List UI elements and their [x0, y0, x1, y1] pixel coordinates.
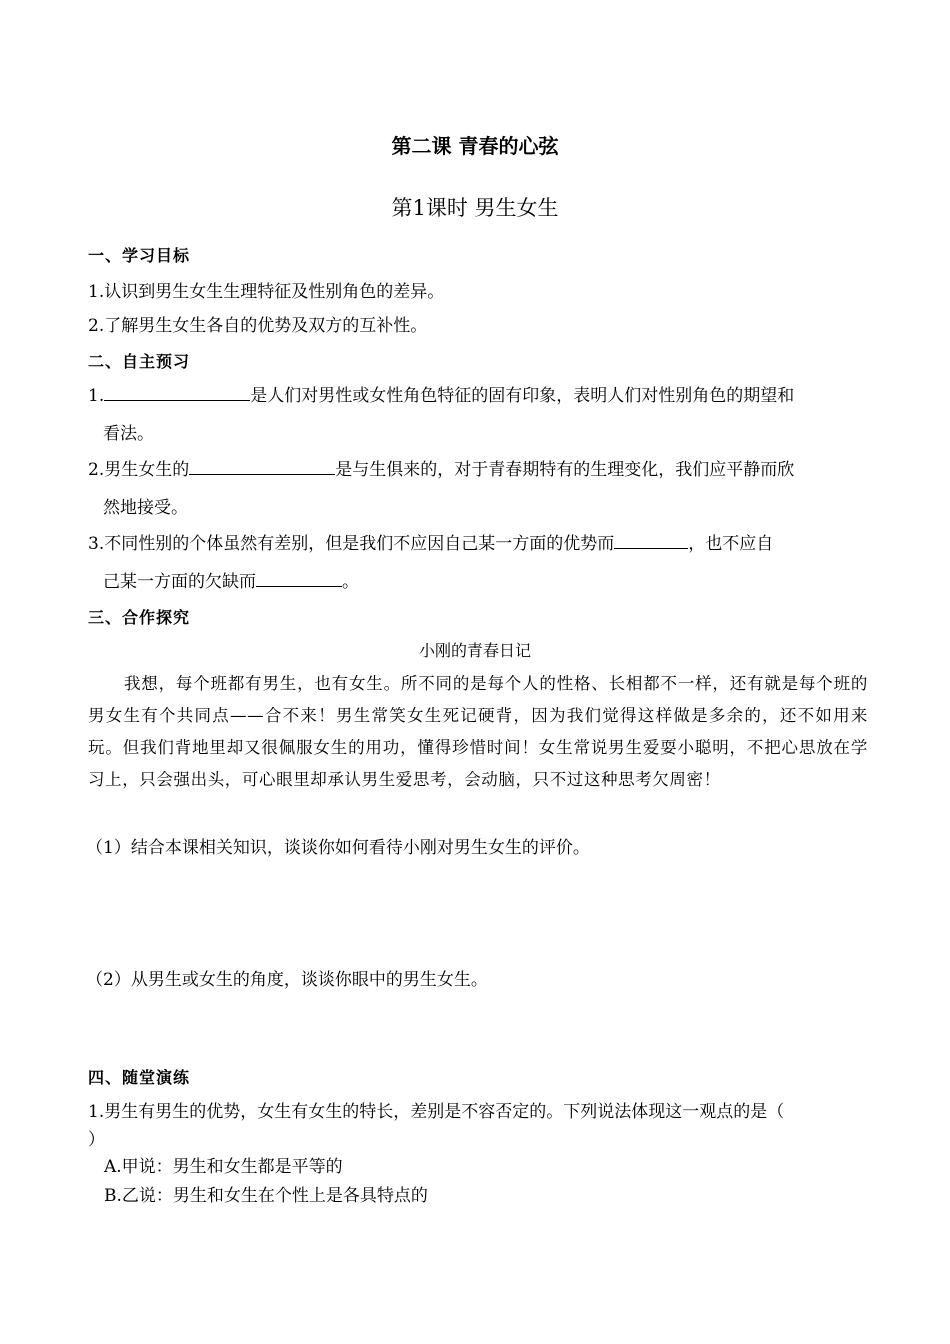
question-number: 1. [88, 386, 105, 406]
section-heading-practice: 四、随堂演练 [88, 1068, 191, 1087]
story-title: 小刚的青春日记 [418, 641, 531, 660]
explore-question-1: （1）结合本课相关知识，谈谈你如何看待小刚对男生女生的评价。 [86, 838, 590, 858]
question-text: 3.不同性别的个体虽然有差别，但是我们不应因自己某一方面的优势而 [88, 534, 615, 554]
question-text: ，也不应自 [688, 534, 774, 554]
question-text: 是与生俱来的，对于青春期特有的生理变化，我们应平静而欣 [335, 460, 795, 480]
answer-blank[interactable] [189, 456, 335, 475]
question-text: 。 [342, 572, 359, 592]
practice-question-1-close: ） [88, 1130, 105, 1150]
answer-blank[interactable] [614, 530, 688, 549]
section-heading-goals: 一、学习目标 [88, 246, 191, 265]
preview-question-2 [88, 452, 878, 488]
option-b[interactable]: B.乙说：男生和女生在个性上是各具特点的 [104, 1186, 428, 1206]
lesson-subtitle: 第1课时 男生女生 [391, 196, 559, 220]
section-heading-explore: 三、合作探究 [88, 608, 191, 627]
goal-item: 1.认识到男生女生生理特征及性别角色的差异。 [88, 282, 445, 302]
preview-question-3 [88, 526, 878, 562]
option-a[interactable]: A.甲说：男生和女生都是平等的 [104, 1157, 343, 1177]
practice-question-1: 1.男生有男生的优势，女生有女生的特长，差别是不容否定的。下列说法体现这一观点的是（ [88, 1102, 785, 1122]
page-title: 第二课 青春的心弦 [391, 134, 559, 158]
preview-question-2-cont: 然地接受。 [103, 498, 188, 518]
story-paragraph: 我想，每个班都有男生，也有女生。所不同的是每个人的性格、长相都不一样，还有就是每个班的男女生有个共同点——合不来！男生常笑女生死记硬背，因为我们觉得这样做是多余的，还不如用来玩。但我们背地里却又很佩服女生的用功，懂得珍惜时间！女生常说男生爱耍小聪明，不把心思放在学习上，只会强出头，可心眼里却承认男生爱思考，会动脑，只不过这种思考欠周密！ [88, 674, 868, 789]
answer-blank[interactable] [256, 568, 342, 587]
answer-blank[interactable] [104, 382, 250, 401]
preview-question-1 [88, 378, 878, 414]
explore-question-2: （2）从男生或女生的角度，谈谈你眼中的男生女生。 [86, 970, 488, 990]
goal-item: 2.了解男生女生各自的优势及双方的互补性。 [88, 316, 428, 336]
section-heading-preview: 二、自主预习 [88, 352, 191, 371]
preview-question-3-cont [103, 564, 893, 600]
question-text: 是人们对男性或女性角色特征的固有印象，表明人们对性别角色的期望和 [250, 386, 795, 406]
question-text: 己某一方面的欠缺而 [103, 572, 256, 592]
preview-question-1-cont: 看法。 [103, 424, 154, 444]
question-text: 2.男生女生的 [88, 460, 190, 480]
